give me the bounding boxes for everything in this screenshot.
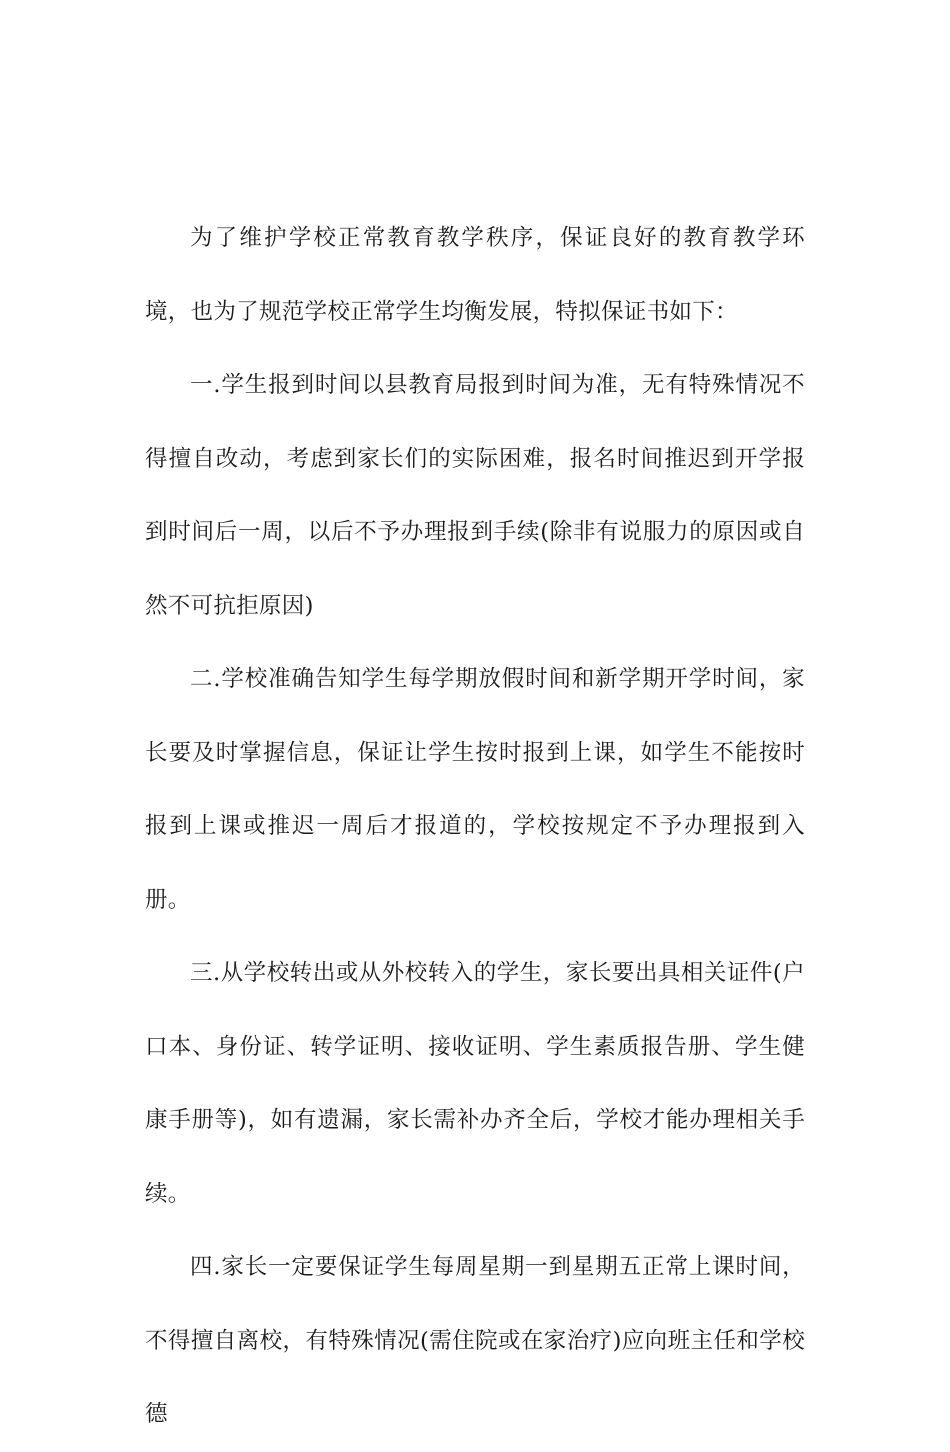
clause-three-paragraph: 三.从学校转出或从外校转入的学生，家长要出具相关证件(户口本、身份证、转学证明、接收证明、学生素质报告册、学生健康手册等)，如有遗漏，家长需补办齐全后，学校才能办理相关手续。 <box>145 960 805 1207</box>
clause-four-paragraph: 四.家长一定要保证学生每周星期一到星期五正常上课时间，不得擅自离校，有特殊情况(需住院或在家治疗)应向班主任和学校德 <box>145 1254 805 1427</box>
document-body <box>145 202 805 1452</box>
clause-one-paragraph: 一.学生报到时间以县教育局报到时间为准，无有特殊情况不得擅自改动，考虑到家长们的实际困难，报名时间推迟到开学报到时间后一周，以后不予办理报到手续(除非有说服力的原因或自然不可抗拒原因) <box>145 372 805 619</box>
intro-paragraph: 为了维护学校正常教育教学秩序，保证良好的教育教学环境，也为了规范学校正常学生均衡发展，特拟保证书如下： <box>145 225 805 325</box>
clause-two-paragraph: 二.学校准确告知学生每学期放假时间和新学期开学时间，家长要及时掌握信息，保证让学生按时报到上课，如学生不能按时报到上课或推迟一周后才报道的，学校按规定不予办理报到入册。 <box>145 666 805 913</box>
